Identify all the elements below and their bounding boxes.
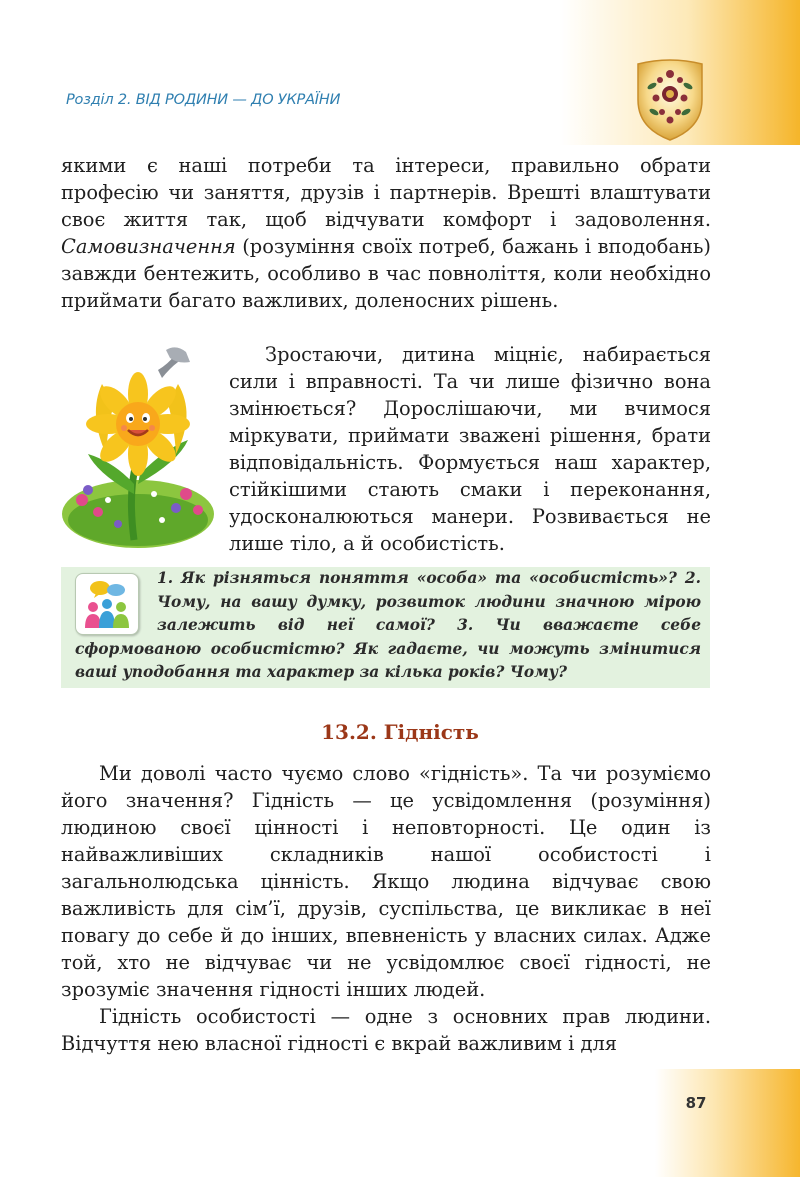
- growth-text: Зростаючи, дитина міцніє, набирається сили і вправності. Та чи лише фізично вона змінюється? Дорослішаючи, ми вчимося міркувати, приймати зважені рішення, брати відповідальність. Формується наш характер, стійкішими стають смаки і переконання, удосконалюються манери. Розвивається не лише тіло, а й особистість.: [229, 343, 711, 555]
- questions-box: [61, 567, 710, 688]
- page-number: 87: [685, 1094, 707, 1112]
- questions-text: 1. Як різняться поняття «особа» та «особистість»? 2. Чому, на вашу думку, розвиток людини значною мірою залежить від неї самої? 3. Чи вважаєте себе сформованою особистістю? Як гадаєте, чи можуть змінитися ваші уподобання та характер за кілька років? Чому?: [75, 569, 701, 681]
- intro-term: Самовизначення: [61, 235, 236, 258]
- sunflower-illustration: [58, 344, 218, 554]
- questions-text-block: [75, 567, 701, 685]
- growth-paragraph: [229, 341, 711, 557]
- intro-text-1: якими є наші потреби та інтереси, правильно обрати професію чи заняття, друзів і партнерів. Врешті влаштувати своє життя так, щоб відчувати комфорт і задоволення.: [61, 154, 711, 231]
- footer-band: [655, 1069, 800, 1177]
- section-paragraph-2: Гідність особистості — одне з основних прав людини. Відчуття нею власної гідності є вкрай важливим і для: [61, 1005, 711, 1055]
- section-paragraph-1: Ми доволі часто чуємо слово «гідність». Та чи розуміємо його значення? Гідність — це усвідомлення (розуміння) людиною своєї цінності і неповторності. Це один із найважливіших складників нашої особистості і загальнолюдська цінність. Якщо людина відчуває свою важливість для сім’ї, друзів, суспільства, це викликає в неї повагу до себе й до інших, впевненість у власних силах. Адже той, хто не відчуває чи не усвідомлює своєї гідності, не зрозуміє значення гідності інших людей.: [61, 762, 711, 1001]
- section-body: [61, 760, 711, 1057]
- emblem-icon: [630, 56, 710, 142]
- intro-text-2: (розуміння своїх потреб, бажань і вподобань) завжди бентежить, особливо в час повноліття, коли необхідно приймати багато важливих, доленосних рішень.: [61, 235, 711, 312]
- section-title: 13.2. Гідність: [321, 720, 479, 744]
- intro-paragraph: [61, 152, 711, 314]
- chapter-header: Розділ 2. ВІД РОДИНИ — ДО УКРАЇНИ: [66, 92, 341, 108]
